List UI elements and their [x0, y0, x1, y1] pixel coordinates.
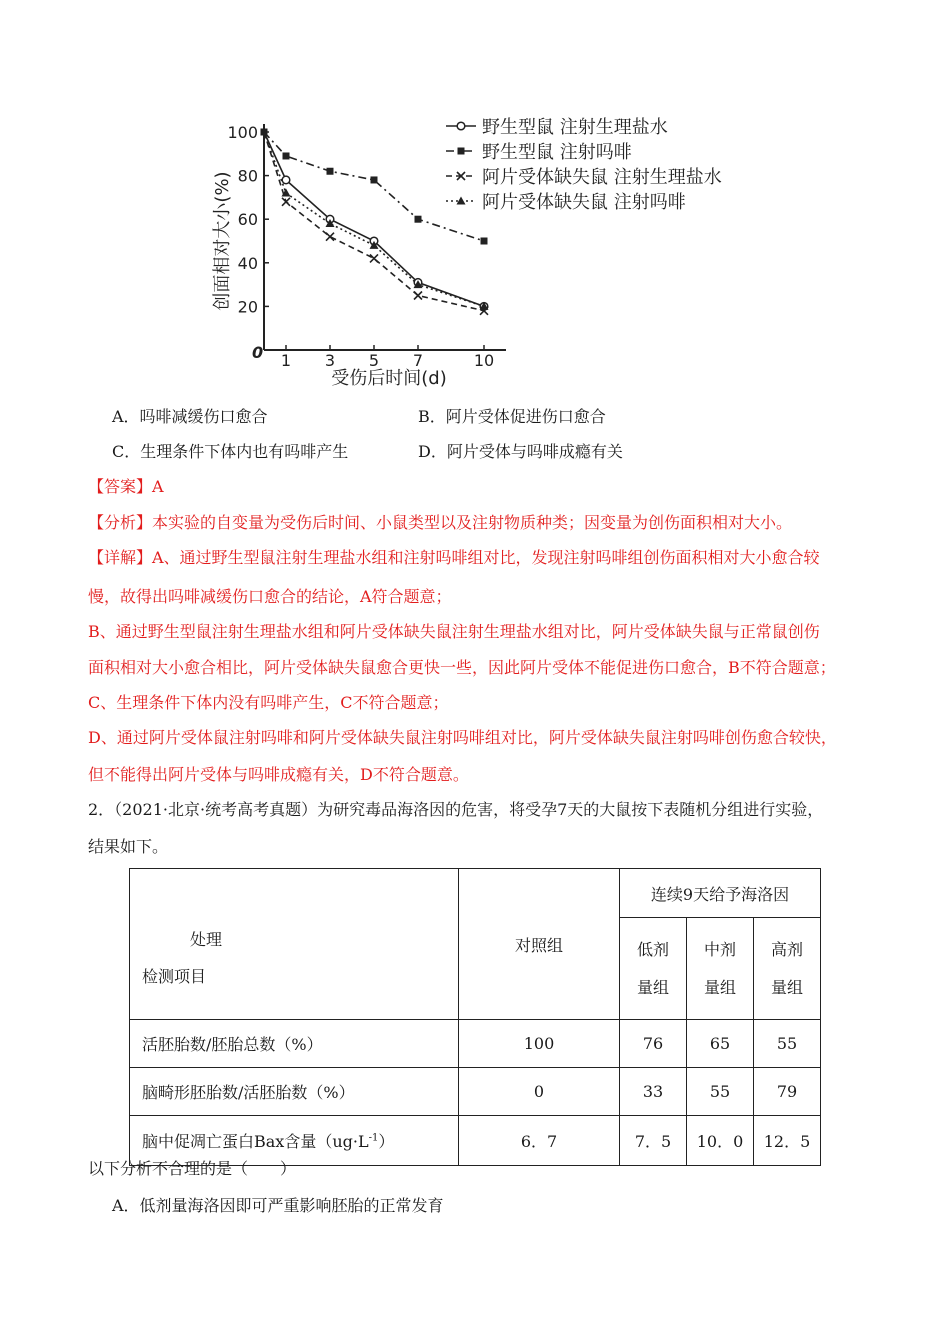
high-dose-header	[754, 918, 821, 1020]
option-c: C．生理条件下体内也有吗啡产生	[112, 442, 349, 461]
row-label: 脑畸形胚胎数/活胚胎数（%）	[130, 1068, 459, 1116]
y-tick-label: 20	[237, 297, 258, 317]
detail-line: 【详解】A、通过野生型鼠注射生理盐水组和注射吗啡组对比，发现注射吗啡组创伤面积相对大小愈合较	[88, 548, 820, 567]
legend-item	[446, 142, 632, 163]
corner-top-label: 处理	[190, 930, 223, 949]
detail-line: 慢，故得出吗啡减缓伤口愈合的结论，A符合题意；	[88, 587, 452, 606]
wound-size-chart	[200, 100, 760, 400]
detail-line: D、通过阿片受体鼠注射吗啡和阿片受体缺失鼠注射吗啡组对比，阿片受体缺失鼠注射吗啡创伤愈合较快，	[88, 728, 837, 747]
row-label-close: ）	[378, 1132, 395, 1151]
legend-marker	[458, 148, 465, 155]
x-tick-label: 1	[280, 351, 292, 370]
table-cell: 10．0	[687, 1116, 754, 1166]
table-row	[130, 1068, 821, 1116]
data-point	[282, 198, 290, 206]
y-tick-label: 60	[237, 210, 258, 230]
row-label-text: 脑中促凋亡蛋白Bax含量（ug·L	[142, 1132, 369, 1151]
detail-line: C、生理条件下体内没有吗啡产生，C不符合题意；	[88, 693, 449, 712]
y-axis-label: 创面相对大小(%)	[212, 171, 233, 311]
corner-bottom-label: 检测项目	[142, 967, 207, 986]
series-line	[264, 132, 484, 306]
question-2-stem: 2．（2021·北京·统考高考真题）为研究毒品海洛因的危害，将受孕7天的大鼠按下表随机分组进行实验，	[88, 800, 824, 819]
legend-label: 野生型鼠 注射生理盐水	[482, 117, 668, 138]
mid-dose-label-2: 量组	[703, 977, 736, 997]
high-dose-label-1: 高剂	[770, 939, 803, 959]
table-cell: 100	[459, 1020, 620, 1068]
data-point	[283, 152, 290, 159]
table-cell: 79	[754, 1068, 821, 1116]
data-point	[414, 292, 422, 300]
chart-ticks	[227, 123, 494, 370]
series-3	[264, 132, 489, 310]
data-point	[415, 216, 422, 223]
detail-line: 但不能得出阿片受体与吗啡成瘾有关，D不符合题意。	[88, 765, 469, 784]
x-tick-label: 10	[473, 351, 495, 370]
series-line	[264, 132, 484, 241]
low-dose-label-2: 量组	[636, 977, 669, 997]
series-2	[264, 132, 488, 315]
legend-item	[446, 117, 668, 138]
x-tick-label: 5	[368, 351, 380, 370]
row-label: 活胚胎数/胚胎总数（%）	[130, 1020, 459, 1068]
mid-dose-header	[687, 918, 754, 1020]
high-dose-label-2: 量组	[770, 977, 803, 997]
mid-dose-label-1: 中剂	[703, 939, 736, 959]
detail-line: 面积相对大小愈合相比，阿片受体缺失鼠愈合更快一些，因此阿片受体不能促进伤口愈合，B不符合题意；	[88, 658, 836, 677]
table-corner-cell	[130, 869, 459, 1020]
series-1	[264, 132, 488, 245]
x-tick-label: 7	[412, 351, 424, 370]
x-tick-label: 3	[324, 351, 336, 370]
data-point	[370, 254, 378, 262]
question-2-option-a: A．低剂量海洛因即可严重影响胚胎的正常发育	[112, 1196, 444, 1215]
legend-item	[446, 192, 686, 213]
data-point	[371, 176, 378, 183]
option-b: B．阿片受体促进伤口愈合	[418, 407, 606, 426]
series-0	[261, 129, 488, 311]
low-dose-header	[620, 918, 687, 1020]
question-2-prompt: 以下分析不合理的是（ ）	[88, 1159, 297, 1178]
chart-series	[261, 129, 489, 315]
legend-item	[446, 167, 722, 188]
table-cell: 33	[620, 1068, 687, 1116]
y-tick-label: 100	[227, 123, 258, 142]
option-d: D．阿片受体与吗啡成瘾有关	[418, 442, 623, 461]
legend-label: 阿片受体缺失鼠 注射生理盐水	[482, 167, 722, 188]
data-point	[282, 176, 290, 184]
question-2-stem-cont: 结果如下。	[88, 837, 169, 856]
heroin-group-header: 连续9天给予海洛因	[620, 869, 821, 918]
data-point	[327, 168, 334, 175]
legend-marker	[457, 122, 465, 130]
table-row	[130, 1020, 821, 1068]
table-cell: 55	[687, 1068, 754, 1116]
answer: 【答案】A	[88, 477, 164, 496]
table-cell: 12．5	[754, 1116, 821, 1166]
y-tick-label: 80	[237, 166, 258, 186]
data-point	[326, 233, 334, 241]
table-cell: 55	[754, 1020, 821, 1068]
low-dose-label-1: 低剂	[636, 939, 669, 959]
x-axis-label: 受伤后时间(d)	[331, 368, 447, 389]
heroin-data-table	[129, 868, 821, 1166]
series-line	[264, 132, 484, 306]
detail-line: B、通过野生型鼠注射生理盐水组和阿片受体缺失鼠注射生理盐水组对比，阿片受体缺失鼠与正常鼠创伤	[88, 622, 820, 641]
y-tick-label: 40	[237, 253, 258, 273]
series-line	[264, 132, 484, 311]
table-cell: 76	[620, 1020, 687, 1068]
legend-label: 阿片受体缺失鼠 注射吗啡	[482, 192, 686, 213]
control-header: 对照组	[459, 869, 620, 1020]
legend-label: 野生型鼠 注射吗啡	[482, 142, 632, 163]
table-cell: 0	[459, 1068, 620, 1116]
origin-label: 0	[252, 343, 264, 362]
analysis: 【分析】本实验的自变量为受伤后时间、小鼠类型以及注射物质种类；因变量为创伤面积相对大小。	[88, 513, 793, 532]
row-label-sup: -1	[368, 1132, 379, 1144]
table-cell: 6．7	[459, 1116, 620, 1166]
data-point	[481, 238, 488, 245]
option-a: A．吗啡减缓伤口愈合	[112, 407, 268, 426]
chart-legend	[446, 117, 722, 213]
table-cell: 65	[687, 1020, 754, 1068]
table-cell: 7．5	[620, 1116, 687, 1166]
